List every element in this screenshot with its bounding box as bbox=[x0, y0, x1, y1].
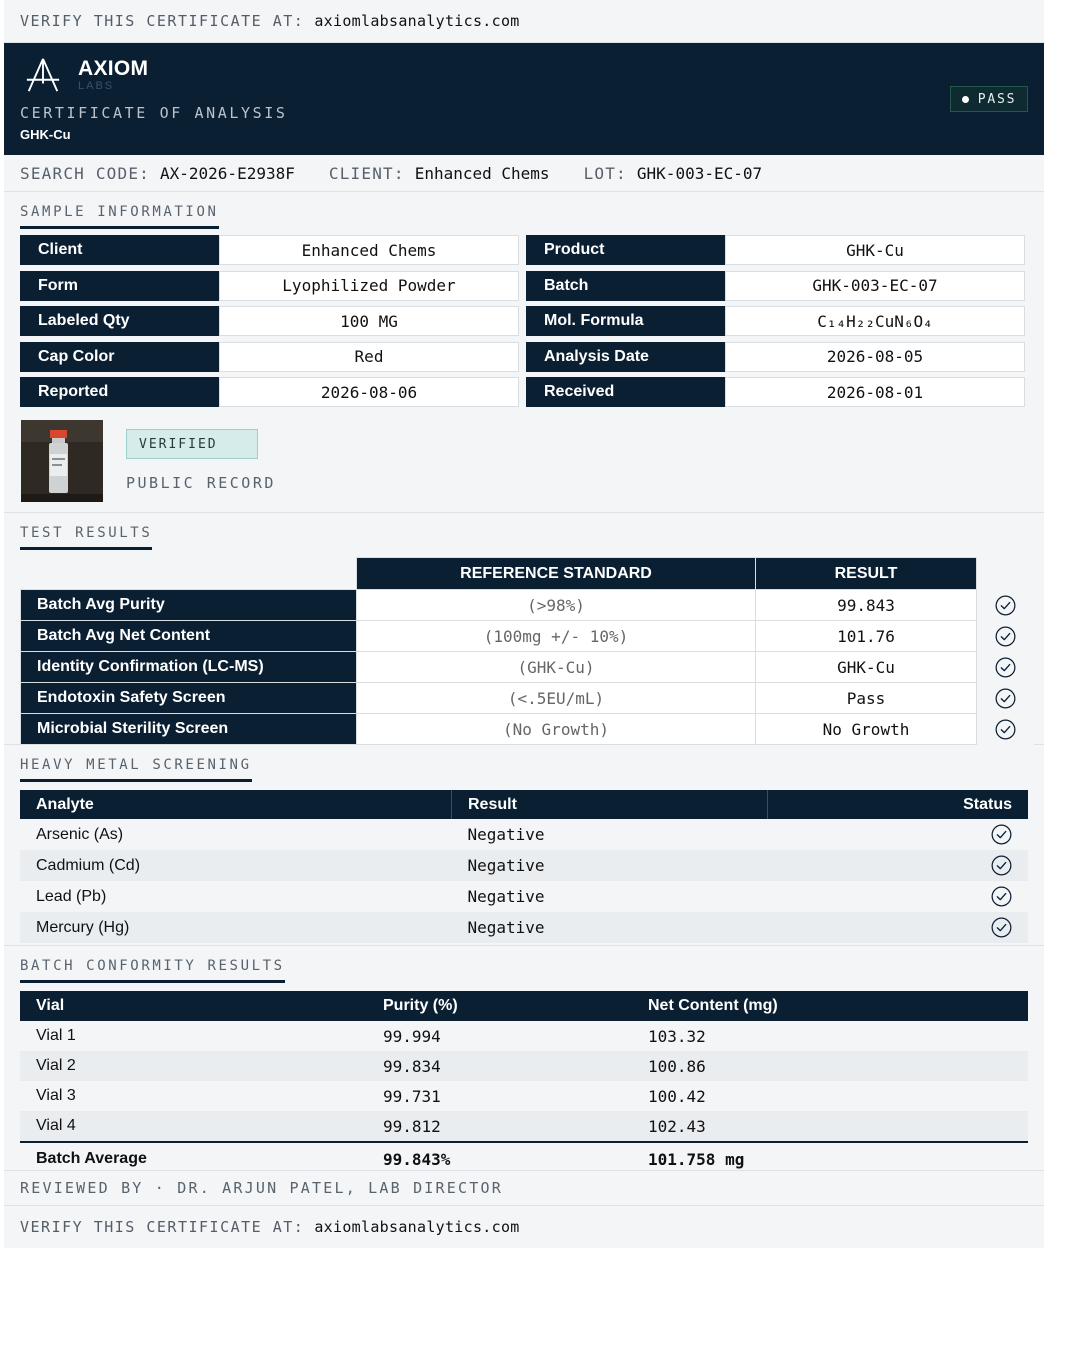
certificate-page bbox=[4, 0, 1044, 1248]
client-label: CLIENT: bbox=[328, 163, 405, 183]
table-row bbox=[20, 1111, 1028, 1142]
analyte-name: Mercury (Hg) bbox=[20, 912, 452, 943]
analyte-result: Negative bbox=[452, 850, 768, 881]
heavy-metal-section bbox=[4, 745, 1044, 946]
column-header-purity: Purity (%) bbox=[367, 991, 632, 1021]
test-standard: (GHK-Cu) bbox=[357, 652, 756, 683]
verify-link[interactable]: axiomlabsanalytics.com bbox=[314, 1218, 520, 1236]
test-results-header bbox=[21, 558, 1034, 590]
table-row bbox=[21, 683, 1034, 714]
batch-conformity-table bbox=[20, 991, 1028, 1175]
table-row bbox=[20, 850, 1028, 881]
sample-key: Reported bbox=[20, 377, 219, 407]
heavy-metal-header bbox=[20, 790, 1028, 819]
vial-net-content: 102.43 bbox=[632, 1111, 1028, 1142]
brand-name: AXIOM bbox=[78, 57, 149, 80]
test-name: Endotoxin Safety Screen bbox=[21, 683, 357, 714]
vial-purity: 99.731 bbox=[383, 1086, 441, 1106]
vial-photo[interactable] bbox=[21, 420, 103, 502]
sample-key: Batch bbox=[526, 271, 725, 301]
batch-header bbox=[20, 991, 1028, 1021]
batch-average-row bbox=[20, 1142, 1028, 1175]
test-name: Batch Avg Net Content bbox=[21, 621, 357, 652]
test-result: Pass bbox=[756, 683, 977, 714]
table-row bbox=[20, 1081, 1028, 1111]
vial-purity: 99.812 bbox=[367, 1111, 632, 1142]
test-result: No Growth bbox=[756, 714, 977, 745]
column-header-status: Status bbox=[768, 790, 1029, 819]
lot-label: LOT: bbox=[583, 163, 627, 183]
reviewed-by: REVIEWED BY · DR. ARJUN PATEL, LAB DIRECTOR bbox=[4, 1171, 1044, 1206]
heavy-metal-table bbox=[20, 790, 1028, 943]
vial-name: Vial 2 bbox=[20, 1051, 367, 1081]
sample-key: Received bbox=[526, 377, 725, 407]
sample-row bbox=[20, 235, 1028, 267]
sample-value: 100 MG bbox=[219, 306, 519, 336]
vial-net-content: 100.86 bbox=[632, 1051, 1028, 1081]
column-header-analyte: Analyte bbox=[20, 790, 452, 819]
analyte-result: Negative bbox=[467, 825, 545, 844]
batch-average-purity: 99.843% bbox=[367, 1142, 632, 1175]
vial-purity: 99.994 bbox=[383, 1026, 441, 1046]
test-result: 99.843 bbox=[756, 590, 977, 621]
verify-link[interactable]: axiomlabsanalytics.com bbox=[314, 12, 520, 30]
test-standard: (100mg +/- 10%) bbox=[357, 621, 756, 652]
test-standard: (No Growth) bbox=[357, 714, 756, 745]
check-circle-icon bbox=[991, 886, 1012, 907]
check-circle-icon bbox=[995, 595, 1016, 616]
section-title-batch: BATCH CONFORMITY RESULTS bbox=[20, 958, 285, 983]
test-name: Identity Confirmation (LC-MS) bbox=[21, 652, 357, 683]
sample-grid bbox=[20, 235, 1028, 413]
status-dot-icon bbox=[962, 96, 969, 103]
sample-row bbox=[20, 377, 1028, 409]
sample-row bbox=[20, 306, 1028, 338]
vial-name: Vial 4 bbox=[20, 1111, 367, 1142]
sample-key: Client bbox=[20, 235, 219, 265]
batch-average-label: Batch Average bbox=[20, 1142, 367, 1175]
table-row bbox=[20, 881, 1028, 912]
sample-value: 2026-08-05 bbox=[725, 342, 1025, 372]
check-circle-icon bbox=[991, 917, 1012, 938]
check-circle-icon bbox=[995, 719, 1016, 740]
column-header-standard: REFERENCE STANDARD bbox=[357, 558, 756, 590]
verify-bar-top bbox=[4, 0, 1044, 43]
analyte-result: Negative bbox=[467, 887, 545, 906]
sample-value: 2026-08-06 bbox=[219, 377, 519, 407]
test-standard: (>98%) bbox=[357, 590, 756, 621]
vial-net-content: 100.42 bbox=[648, 1086, 706, 1106]
column-header-vial: Vial bbox=[20, 991, 367, 1021]
table-row bbox=[20, 1021, 1028, 1051]
verify-label: VERIFY THIS CERTIFICATE AT: bbox=[20, 12, 305, 30]
sample-information-section bbox=[4, 192, 1044, 513]
pass-status-badge bbox=[950, 86, 1028, 112]
section-title-tests: TEST RESULTS bbox=[20, 525, 152, 550]
analyte-result: Negative bbox=[452, 912, 768, 943]
column-header-net-content: Net Content (mg) bbox=[632, 991, 1028, 1021]
sample-row bbox=[20, 342, 1028, 374]
analyte-name: Lead (Pb) bbox=[36, 887, 107, 905]
sample-key: Mol. Formula bbox=[526, 306, 725, 336]
section-title-metals: HEAVY METAL SCREENING bbox=[20, 757, 252, 782]
sample-value: Red bbox=[219, 342, 519, 372]
sample-key: Analysis Date bbox=[526, 342, 725, 372]
client-value: Enhanced Chems bbox=[414, 163, 550, 183]
check-circle-icon bbox=[991, 855, 1012, 876]
sample-row bbox=[20, 271, 1028, 303]
vial-name: Vial 1 bbox=[36, 1027, 76, 1044]
verified-badge: VERIFIED bbox=[126, 429, 258, 459]
vial-image-icon bbox=[21, 420, 103, 502]
test-name: Batch Avg Purity bbox=[21, 590, 357, 621]
certificate-header bbox=[4, 43, 1044, 155]
test-results-table bbox=[20, 557, 1034, 745]
search-code-label: SEARCH CODE: bbox=[20, 163, 150, 183]
batch-average-net: 101.758 mg bbox=[632, 1142, 1028, 1175]
test-name: Microbial Sterility Screen bbox=[21, 714, 357, 745]
test-result: 101.76 bbox=[756, 621, 977, 652]
section-title-sample: SAMPLE INFORMATION bbox=[20, 204, 219, 229]
column-header-result: Result bbox=[452, 790, 768, 819]
check-circle-icon bbox=[995, 626, 1016, 647]
vial-net-content: 103.32 bbox=[648, 1026, 706, 1046]
pass-status-label: PASS bbox=[977, 91, 1017, 107]
analyte-name: Cadmium (Cd) bbox=[20, 850, 452, 881]
sample-key: Cap Color bbox=[20, 342, 219, 372]
vial-purity: 99.834 bbox=[367, 1051, 632, 1081]
test-results-section bbox=[4, 513, 1044, 745]
sample-key: Form bbox=[20, 271, 219, 301]
document-title: CERTIFICATE OF ANALYSIS bbox=[20, 104, 288, 122]
test-standard: (<.5EU/mL) bbox=[357, 683, 756, 714]
meta-bar bbox=[4, 155, 1044, 192]
table-row bbox=[20, 819, 1028, 850]
table-row bbox=[21, 714, 1034, 745]
test-result: GHK-Cu bbox=[756, 652, 977, 683]
sample-key: Product bbox=[526, 235, 725, 265]
sample-value: Lyophilized Powder bbox=[219, 271, 519, 301]
axiom-logo-icon bbox=[24, 56, 62, 94]
document-product: GHK-Cu bbox=[20, 127, 71, 142]
table-row bbox=[21, 621, 1034, 652]
column-header-result: RESULT bbox=[756, 558, 977, 590]
public-record-label: PUBLIC RECORD bbox=[126, 474, 276, 492]
vial-name: Vial 3 bbox=[36, 1087, 76, 1104]
check-circle-icon bbox=[991, 824, 1012, 845]
search-code-value: AX-2026-E2938F bbox=[160, 163, 295, 183]
verify-bar-bottom bbox=[4, 1206, 1044, 1248]
check-circle-icon bbox=[995, 688, 1016, 709]
table-row bbox=[21, 652, 1034, 683]
analyte-name: Arsenic (As) bbox=[36, 825, 124, 843]
sample-key: Labeled Qty bbox=[20, 306, 219, 336]
sample-value: C₁₄H₂₂CuN₆O₄ bbox=[725, 306, 1025, 336]
sample-value: GHK-Cu bbox=[725, 235, 1025, 265]
sample-value: 2026-08-01 bbox=[725, 377, 1025, 407]
batch-conformity-section bbox=[4, 946, 1044, 1171]
lot-value: GHK-003-EC-07 bbox=[636, 163, 763, 183]
table-row bbox=[20, 912, 1028, 943]
brand-subtitle: LABS bbox=[78, 80, 115, 92]
verify-label: VERIFY THIS CERTIFICATE AT: bbox=[20, 1218, 305, 1236]
sample-value: GHK-003-EC-07 bbox=[725, 271, 1025, 301]
check-circle-icon bbox=[995, 657, 1016, 678]
table-row bbox=[21, 590, 1034, 621]
sample-value: Enhanced Chems bbox=[219, 235, 519, 265]
table-row bbox=[20, 1051, 1028, 1081]
